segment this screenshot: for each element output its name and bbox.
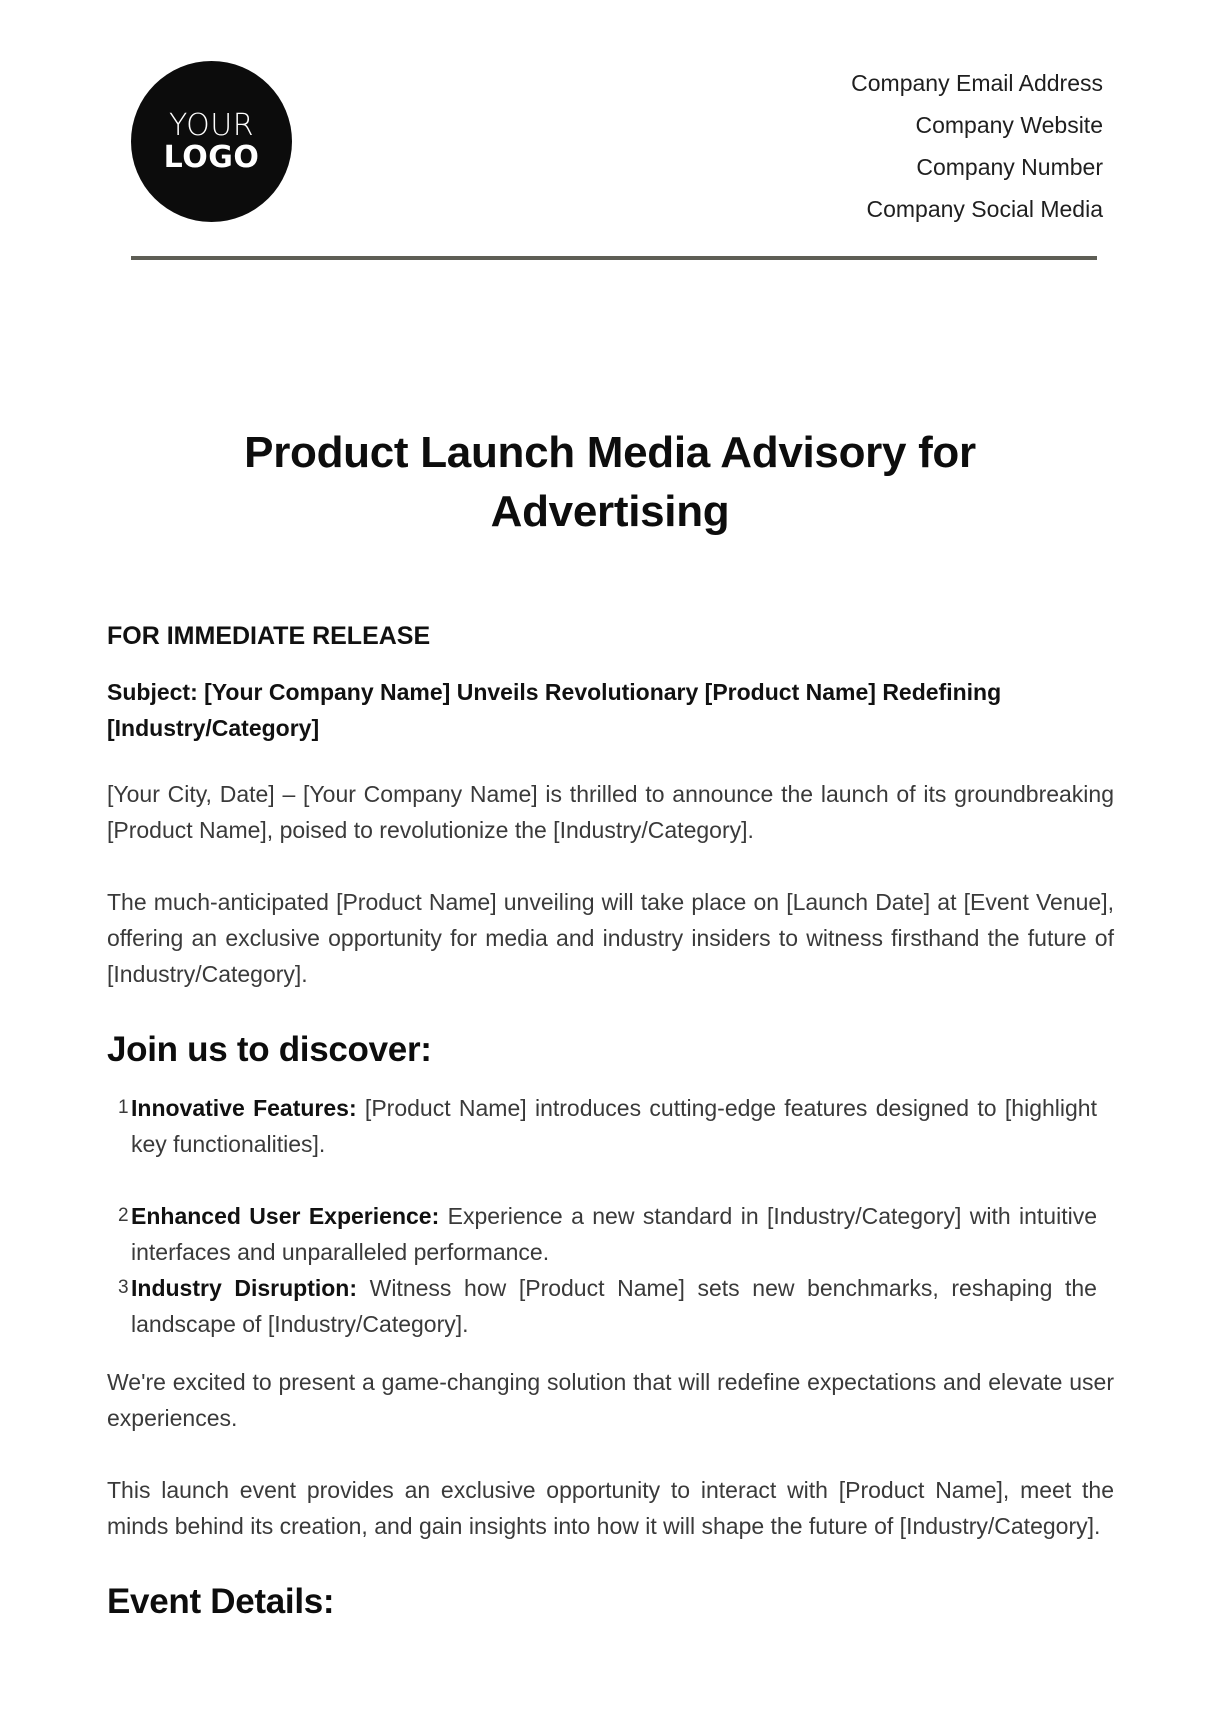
release-label: FOR IMMEDIATE RELEASE: [107, 622, 431, 650]
closing-paragraph-2: This launch event provides an exclusive opportunity to interact with [Product Name], meet the minds behind its creation, and gain insights into how it will shape the future of [Industry/Category].: [107, 1477, 1114, 1539]
logo-line-1: YOUR: [168, 108, 255, 143]
header-divider: [131, 256, 1097, 260]
closing-paragraph-1: We're excited to present a game-changing solution that will redefine expectations and elevate user experiences.: [107, 1369, 1114, 1431]
feature-item: [118, 1198, 1097, 1270]
feature-title: Enhanced User Experience:: [131, 1203, 440, 1229]
intro-paragraph-2: The much-anticipated [Product Name] unveiling will take place on [Launch Date] at [Event Venue], offering an exclusive opportunity for media and industry insiders to witness firsthand the future of [Industry/Category].: [107, 889, 1114, 987]
event-details-heading: Event Details:: [107, 1582, 335, 1621]
feature-number: 3: [118, 1277, 129, 1298]
logo-line-2: LOGO: [163, 139, 260, 175]
feature-text: Experience a new standard in [Industry/Category] with intuitive interfaces and unparalleled performance.: [131, 1203, 1097, 1265]
document-body: [107, 618, 1114, 1642]
subject-line: Subject: [Your Company Name] Unveils Revolutionary [Product Name] Redefining [Industry/Category]: [107, 679, 1002, 741]
company-contact-block: [851, 62, 1103, 230]
document-title: Product Launch Media Advisory for Advertising: [244, 428, 976, 536]
feature-text: Witness how [Product Name] sets new benchmarks, reshaping the landscape of [Industry/Category].: [131, 1275, 1097, 1337]
feature-number: 2: [118, 1205, 129, 1226]
company-logo: [131, 61, 292, 222]
company-website: Company Website: [915, 112, 1103, 138]
feature-text: [Product Name] introduces cutting-edge features designed to [highlight key functionalities].: [131, 1095, 1097, 1157]
feature-title: Innovative Features:: [131, 1095, 357, 1121]
feature-list: [107, 1090, 1114, 1342]
company-social-media: Company Social Media: [866, 196, 1103, 222]
feature-item: [118, 1270, 1097, 1342]
feature-title: Industry Disruption:: [131, 1275, 357, 1301]
feature-number: 1: [118, 1097, 129, 1118]
company-email: Company Email Address: [851, 70, 1103, 96]
company-number: Company Number: [916, 154, 1103, 180]
discover-heading: Join us to discover:: [107, 1030, 432, 1069]
feature-item: [118, 1090, 1097, 1162]
intro-paragraph-1: [Your City, Date] – [Your Company Name] is thrilled to announce the launch of its groundbreaking [Product Name], poised to revolutionize the [Industry/Category].: [107, 781, 1114, 843]
